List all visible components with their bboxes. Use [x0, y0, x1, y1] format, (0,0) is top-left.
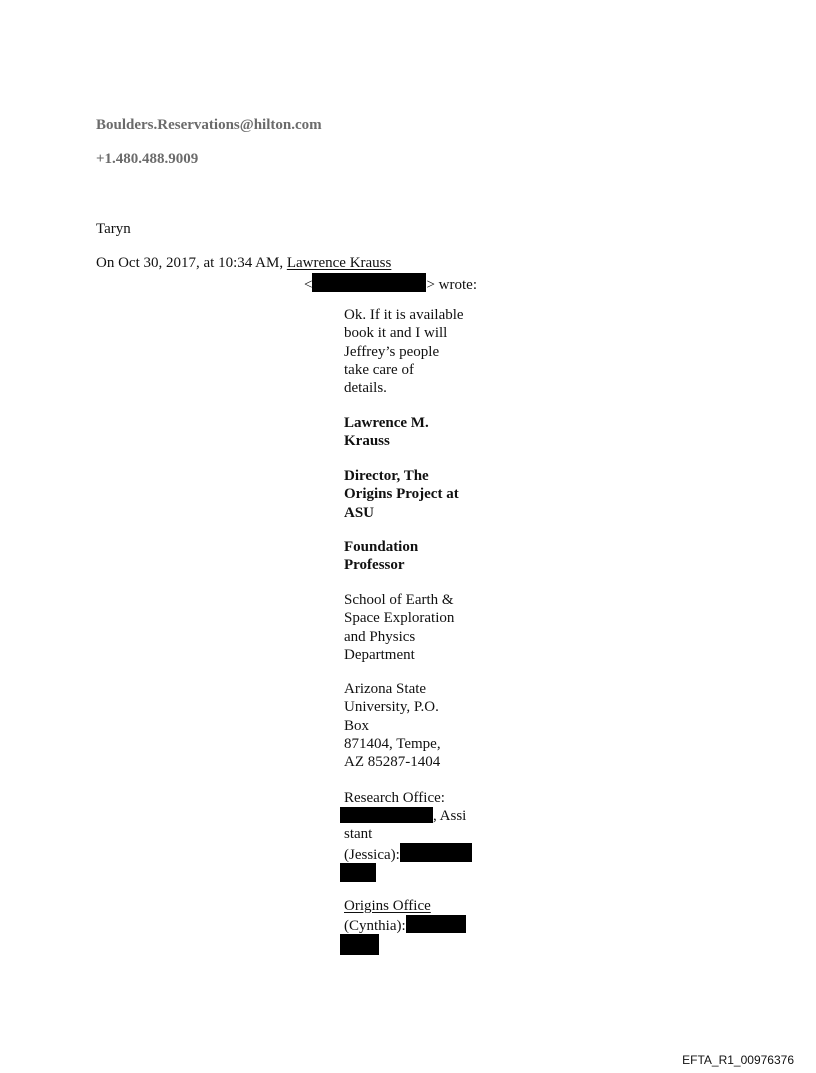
sig-dept-line: Space Exploration	[344, 610, 455, 627]
jessica-line	[344, 843, 472, 864]
redaction-cynthia-phone-a	[406, 915, 466, 933]
sig-name-line: Lawrence M.	[344, 415, 429, 431]
cynthia-line	[344, 915, 466, 935]
hotel-phone: +1.480.488.9009	[96, 151, 199, 167]
sig-dept-line: School of Earth &	[344, 592, 454, 608]
quote-header-line1	[96, 254, 391, 272]
body-line: details.	[344, 380, 387, 397]
assistant-part1: , Assi	[433, 808, 467, 824]
signature-title	[344, 467, 484, 522]
quote-sender-name: Lawrence Krauss	[286, 255, 392, 271]
sig-title-line: ASU	[344, 504, 375, 521]
sig-title-line: Director, The	[344, 468, 429, 484]
hotel-email: Boulders.Reservations@hilton.com	[96, 117, 322, 133]
body-line: Ok. If it is available	[344, 307, 464, 323]
origins-office-label	[344, 897, 431, 915]
research-office-line	[340, 807, 466, 825]
research-office-label: Research Office:	[344, 790, 445, 806]
body-line: take care of	[344, 361, 414, 378]
redaction-research-phone	[340, 807, 433, 823]
origins-office-text: Origins Office	[344, 898, 431, 914]
quote-header-line2	[304, 273, 477, 294]
signature-department	[344, 591, 484, 664]
sig-position-line: Professor	[344, 557, 405, 574]
redaction-jessica-phone-a	[400, 843, 472, 862]
redaction-sender-email	[312, 273, 426, 292]
body-line: book it and I will	[344, 325, 448, 342]
sig-address-line: Arizona State	[344, 681, 427, 697]
signature-name	[344, 414, 484, 451]
body-line: Jeffrey’s people	[344, 343, 440, 360]
redaction-jessica-phone-b	[340, 863, 376, 882]
sig-name-line: Krauss	[344, 433, 390, 450]
closing-name: Taryn	[96, 221, 131, 237]
sig-address-line: University, P.O.	[344, 699, 439, 716]
sig-dept-line: Department	[344, 646, 415, 663]
quote-date-prefix: On Oct 30, 2017, at 10:34 AM,	[96, 255, 287, 271]
sig-address-line: AZ 85287-1404	[344, 754, 441, 771]
message-body	[344, 306, 484, 397]
sig-dept-line: and Physics	[344, 628, 416, 645]
sig-address-line: 871404, Tempe,	[344, 735, 441, 752]
signature-position	[344, 538, 484, 575]
signature-address	[344, 680, 484, 771]
cynthia-label: (Cynthia):	[344, 918, 406, 934]
jessica-label: (Jessica):	[344, 847, 400, 863]
document-id: EFTA_R1_00976376	[682, 1053, 794, 1067]
sig-title-line: Origins Project at	[344, 486, 459, 503]
sig-address-line: Box	[344, 717, 370, 734]
redaction-cynthia-phone-b	[340, 934, 379, 955]
quote-lt: <	[304, 277, 313, 293]
sig-position-line: Foundation	[344, 539, 419, 555]
assistant-part2: stant	[344, 826, 373, 842]
quote-wrote: > wrote:	[426, 277, 477, 293]
